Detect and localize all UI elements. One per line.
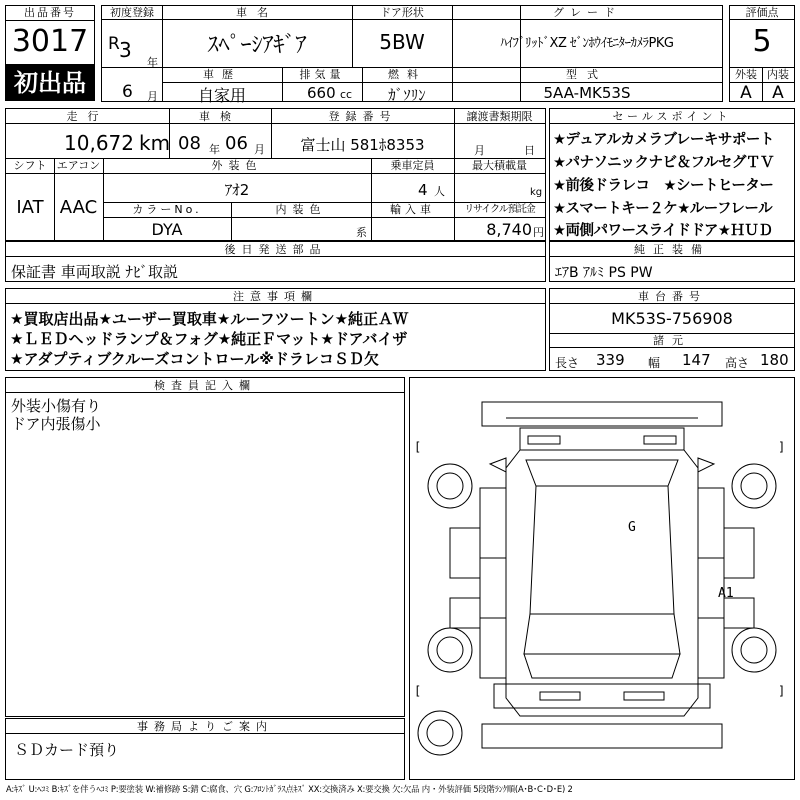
fuel-label: 燃料 xyxy=(388,68,426,81)
first-reg-label: 初度登録 xyxy=(110,6,154,19)
details-table xyxy=(5,108,546,241)
chassis-label: 車台番号 xyxy=(638,290,706,303)
insp-year: 08 xyxy=(178,133,201,154)
office-box xyxy=(5,718,405,780)
capacity-label: 乗車定員 xyxy=(390,159,435,172)
genuine-equipment-label: 純正装備 xyxy=(634,243,710,256)
era: R xyxy=(108,34,120,54)
bracket-right-bottom: ] xyxy=(778,684,786,698)
first-listing-badge: 初出品 xyxy=(5,65,95,101)
air-conditioner: AAC xyxy=(59,197,98,218)
lot-number: 3017 xyxy=(11,24,89,59)
car-name-label: 車名 xyxy=(236,6,278,19)
capacity: 4 xyxy=(418,181,428,199)
caution-label: 注意事項欄 xyxy=(233,290,318,303)
import-label: 輸入車 xyxy=(390,203,435,216)
score: 5 xyxy=(752,24,772,59)
damage-mark-a1: A1 xyxy=(718,586,734,601)
displacement: 660 xyxy=(307,84,336,102)
insp-month-unit: 月 xyxy=(254,143,265,156)
sales-points-label: セールスポイント xyxy=(612,110,732,123)
damage-legend: A:ｷｽﾞ U:ﾍｺﾐ B:ｷｽﾞを伴うﾍｺﾐ P:要塗装 W:補修跡 S:錆 C:腐食、穴 G:ﾌﾛﾝﾄｶﾞﾗｽ点ｷｽﾞ XX:交換済み X:要交換 欠:欠品 内・外装評価 5段階ﾗﾝｸ順(A･B･C･D･E) 2 xyxy=(6,784,573,794)
genuine-equipment-box xyxy=(549,241,795,282)
shift: IAT xyxy=(16,197,44,218)
length: 339 xyxy=(596,351,625,369)
month-num: 6 xyxy=(122,82,133,102)
inspector-line-1: 外装小傷有り xyxy=(11,397,102,415)
sales-point-1: ★デュアルカメラブレーキサポート xyxy=(553,132,774,148)
registration-number: 富士山 581ﾎ8353 xyxy=(300,136,425,154)
month-unit: 月 xyxy=(147,90,158,103)
ext-color-label: 外装色 xyxy=(211,159,263,172)
car-damage-diagram xyxy=(409,377,795,780)
recycle-deposit: 8,740 xyxy=(486,220,532,239)
door-type: 5BW xyxy=(379,30,425,54)
inspector-line-2: ドア内張傷小 xyxy=(11,415,101,433)
grade-label: グレード xyxy=(553,6,621,19)
exterior-color: ｱｵ2 xyxy=(224,181,250,199)
grade: ﾊｲﾌﾞﾘｯﾄﾞXZ ｾﾞﾝﾎｳｲﾓﾆﾀｰｶﾒﾗPKG xyxy=(500,36,674,51)
insp-year-unit: 年 xyxy=(209,143,220,156)
capacity-unit: 人 xyxy=(434,185,445,198)
mileage: 10,672 xyxy=(64,131,134,155)
ac-label: エアコン xyxy=(56,159,101,172)
later-parts: 保証書 車両取説 ﾅﾋﾞ取説 xyxy=(11,263,179,281)
interior-score: A xyxy=(772,83,784,103)
displacement-unit: cc xyxy=(340,88,353,101)
width-label: 幅 xyxy=(648,356,661,370)
exterior-score: A xyxy=(740,83,752,103)
color-no-label: カラーNo. xyxy=(132,203,202,216)
lot-number-box xyxy=(5,5,95,65)
shift-label: シフト xyxy=(13,159,47,172)
transfer-month-unit: 月 xyxy=(474,144,485,157)
chassis-number: MK53S-756908 xyxy=(611,309,733,328)
mileage-label: 走行 xyxy=(66,110,109,123)
height-label: 高さ xyxy=(725,356,750,370)
caution-box xyxy=(5,288,546,371)
car-name: ｽﾍﾟｰｼｱｷﾞｱ xyxy=(207,33,307,58)
bracket-left-top: [ xyxy=(414,440,422,454)
year-num: 3 xyxy=(119,38,132,62)
mileage-unit: km xyxy=(139,131,171,155)
genuine-equipment: ｴｱB ｱﾙﾐ PS PW xyxy=(555,265,653,281)
sales-point-3: ★前後ドラレコ ★シートヒーター xyxy=(553,178,774,194)
office-notice: ＳＤカード預り xyxy=(14,741,120,759)
history-label: 車歴 xyxy=(203,68,241,81)
sales-point-4: ★スマートキー２ケ★ルーフレール xyxy=(553,201,773,217)
sales-point-2: ★パナソニックナビ＆フルセグＴＶ xyxy=(553,155,774,171)
color-no: DYA xyxy=(151,220,183,239)
history: 自家用 xyxy=(197,86,246,105)
int-color-label: 内装色 xyxy=(275,203,327,216)
dims-label: 諸元 xyxy=(653,334,691,347)
transfer-label: 譲渡書類期限 xyxy=(466,110,533,123)
damage-mark-g: G xyxy=(628,520,636,535)
chassis-box xyxy=(549,288,795,371)
max-load-unit: kg xyxy=(530,187,543,198)
int-color-unit: 系 xyxy=(356,226,367,239)
inspection-label: 車検 xyxy=(199,110,241,123)
bracket-right-top: ] xyxy=(778,440,786,454)
model: 5AA-MK53S xyxy=(543,84,631,102)
sales-points-box xyxy=(549,108,795,241)
recycle-label: リサイクル預託金 xyxy=(464,204,535,215)
transfer-day-unit: 日 xyxy=(524,144,535,157)
caution-line-3: ★アダプティブクルーズコントロール※ドラレコＳＤ欠 xyxy=(10,350,379,368)
height: 180 xyxy=(760,351,789,369)
score-label: 評価点 xyxy=(745,6,779,19)
insp-month: 06 xyxy=(225,133,248,154)
car-outline-svg xyxy=(410,378,794,779)
recycle-unit: 円 xyxy=(533,226,544,239)
caution-line-1: ★買取店出品★ユーザー買取車★ルーフツートン★純正ＡＷ xyxy=(10,310,409,328)
reg-no-label: 登録番号 xyxy=(328,110,397,123)
vehicle-info-table xyxy=(101,5,723,105)
score-box xyxy=(729,5,795,102)
max-load-label: 最大積載量 xyxy=(472,159,527,172)
door-label: ドア形状 xyxy=(380,6,424,19)
later-parts-box xyxy=(5,241,546,282)
length-label: 長さ xyxy=(555,356,580,370)
office-label: 事務局よりご案内 xyxy=(137,720,273,733)
fuel: ｶﾞｿﾘﾝ xyxy=(388,86,426,104)
width: 147 xyxy=(682,351,711,369)
later-parts-label: 後日発送部品 xyxy=(224,243,327,256)
caution-line-2: ★ＬＥＤヘッドランプ＆フォグ★純正Ｆマット★ドアバイザ xyxy=(10,330,408,348)
lot-number-label: 出品番号 xyxy=(24,6,76,19)
sales-point-5: ★両側パワースライドドア★ＨＵＤ xyxy=(553,223,773,239)
displacement-label: 排気量 xyxy=(299,68,345,81)
inspector-label: 検査員記入欄 xyxy=(154,379,256,392)
bracket-left-bottom: [ xyxy=(414,684,422,698)
exterior-label: 外装 xyxy=(735,68,757,81)
interior-label: 内装 xyxy=(767,68,789,81)
model-label: 型式 xyxy=(566,68,608,81)
year-unit: 年 xyxy=(147,56,158,69)
inspector-box xyxy=(5,377,405,717)
